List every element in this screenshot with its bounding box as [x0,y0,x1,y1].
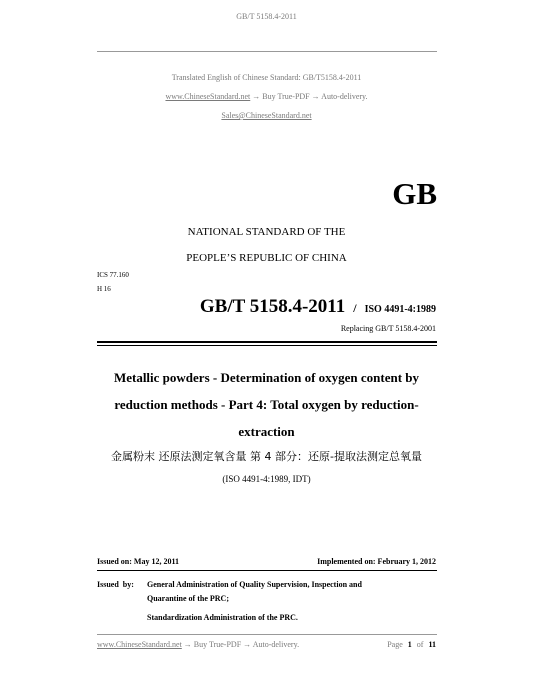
iso-idt: (ISO 4491-4:1989, IDT) [222,474,311,484]
footer-buy-text: → Buy True-PDF → Auto-delivery. [181,640,300,649]
page-total: 11 [428,640,436,649]
title-divider-top [97,341,437,343]
issuer-line-2: Quarantine of the PRC; [147,594,229,603]
ics-code: ICS 77.160 [97,271,129,279]
title-divider-bottom [97,345,437,346]
page-label: Page [387,640,403,649]
email-line [0,111,533,120]
h-code: H 16 [97,285,111,293]
dates-divider [97,570,437,571]
footer-purchase-line [97,640,299,649]
issuer-line-3: Standardization Administration of the PRC. [147,613,298,622]
buy-text: → Buy True-PDF → Auto-delivery. [250,92,368,101]
national-standard-line1: NATIONAL STANDARD OF THE [187,226,346,238]
chinese-title: 金属粉末 还原法测定氧含量 第 4 部分：还原-提取法测定总氧量 [111,450,422,463]
site-link[interactable]: www.ChineseStandard.net [165,92,251,101]
standard-number-line [200,296,436,318]
footer-divider [97,634,437,635]
page-indicator [387,640,436,649]
page-number: 1 [407,640,412,649]
national-standard-line2: PEOPLE’S REPUBLIC OF CHINA [186,252,347,264]
purchase-line [0,92,533,101]
gb-logo: GB [392,176,437,211]
of-label: of [416,640,424,649]
replacing-note: Replacing GB/T 5158.4-2001 [340,324,436,333]
running-header: GB/T 5158.4-2011 [236,12,297,21]
title-line-2: reduction methods - Part 4: Total oxygen by reduction- [114,397,419,412]
issuer-line-1: General Administration of Quality Supervision, Inspection and [147,580,362,589]
standard-number: GB/T 5158.4-2011 [199,296,346,317]
sales-email-link[interactable]: Sales@ChineseStandard.net [221,111,312,120]
header-divider [97,51,437,52]
title-line-3: extraction [238,424,295,439]
translated-note: Translated English of Chinese Standard: GB/T5158.4-2011 [171,73,362,82]
footer-site-link[interactable]: www.ChineseStandard.net [97,640,182,649]
implemented-on: Implemented on: February 1, 2012 [317,557,436,566]
issued-on: Issued on: May 12, 2011 [97,557,180,566]
title-line-1: Metallic powders - Determination of oxygen content by [113,370,420,385]
iso-reference: ISO 4491-4:1989 [364,304,436,315]
issued-by-label: Issued by: [97,580,134,589]
iso-slash: / [353,301,357,315]
